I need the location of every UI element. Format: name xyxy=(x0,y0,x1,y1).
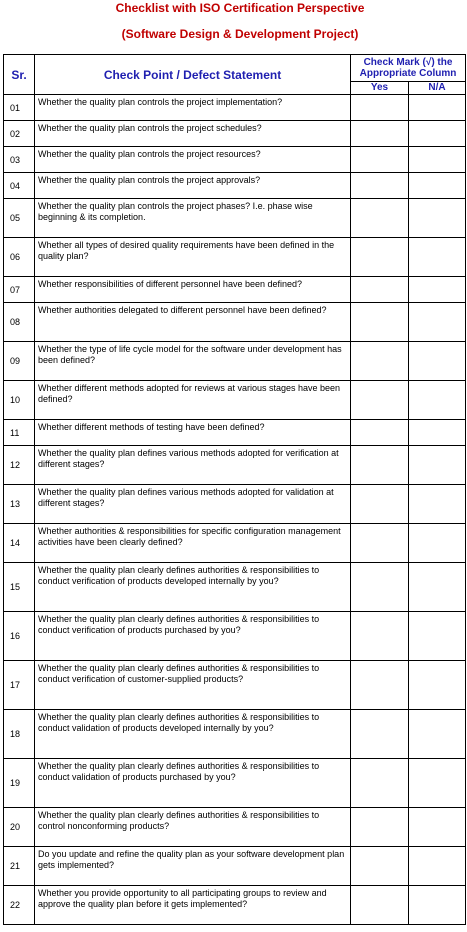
na-column-header: N/A xyxy=(409,82,466,95)
table-row xyxy=(4,173,466,199)
na-check-cell[interactable] xyxy=(409,563,466,612)
table-row xyxy=(4,847,466,886)
yes-check-cell[interactable] xyxy=(351,199,409,238)
row-number: 21 xyxy=(4,847,35,886)
na-check-cell[interactable] xyxy=(409,710,466,759)
statement-column-header: Check Point / Defect Statement xyxy=(35,55,351,95)
table-row xyxy=(4,759,466,808)
table-row xyxy=(4,563,466,612)
document-title: Checklist with ISO Certification Perspective xyxy=(115,1,365,15)
check-point-statement: Whether the quality plan controls the project resources? xyxy=(35,147,351,173)
row-number: 11 xyxy=(4,420,35,446)
yes-check-cell[interactable] xyxy=(351,759,409,808)
row-number: 12 xyxy=(4,446,35,485)
yes-check-cell[interactable] xyxy=(351,95,409,121)
table-row xyxy=(4,381,466,420)
sr-column-header: Sr. xyxy=(4,55,35,95)
yes-check-cell[interactable] xyxy=(351,847,409,886)
table-row xyxy=(4,485,466,524)
row-number: 02 xyxy=(4,121,35,147)
table-row xyxy=(4,303,466,342)
yes-check-cell[interactable] xyxy=(351,710,409,759)
check-point-statement: Whether the quality plan clearly defines authorities & responsibilities to conduct verification of customer-supplied products? xyxy=(35,661,351,710)
yes-check-cell[interactable] xyxy=(351,485,409,524)
na-check-cell[interactable] xyxy=(409,612,466,661)
row-number: 20 xyxy=(4,808,35,847)
yes-check-cell[interactable] xyxy=(351,886,409,925)
yes-check-cell[interactable] xyxy=(351,147,409,173)
na-check-cell[interactable] xyxy=(409,238,466,277)
row-number: 03 xyxy=(4,147,35,173)
yes-check-cell[interactable] xyxy=(351,381,409,420)
row-number: 09 xyxy=(4,342,35,381)
table-row xyxy=(4,886,466,925)
check-point-statement: Whether authorities delegated to different personnel have been defined? xyxy=(35,303,351,342)
yes-check-cell[interactable] xyxy=(351,612,409,661)
table-row xyxy=(4,420,466,446)
na-check-cell[interactable] xyxy=(409,446,466,485)
check-point-statement: Whether the quality plan clearly defines authorities & responsibilities to conduct verification of products purchased by you? xyxy=(35,612,351,661)
check-point-statement: Whether the quality plan clearly defines authorities & responsibilities to conduct validation of products developed internally by you? xyxy=(35,710,351,759)
yes-check-cell[interactable] xyxy=(351,563,409,612)
check-point-statement: Whether all types of desired quality requirements have been defined in the quality plan? xyxy=(35,238,351,277)
na-check-cell[interactable] xyxy=(409,277,466,303)
yes-check-cell[interactable] xyxy=(351,121,409,147)
check-point-statement: Whether different methods adopted for reviews at various stages have been defined? xyxy=(35,381,351,420)
na-check-cell[interactable] xyxy=(409,303,466,342)
row-number: 19 xyxy=(4,759,35,808)
yes-column-header: Yes xyxy=(351,82,409,95)
table-row xyxy=(4,612,466,661)
yes-check-cell[interactable] xyxy=(351,342,409,381)
table-row xyxy=(4,446,466,485)
na-check-cell[interactable] xyxy=(409,485,466,524)
row-number: 14 xyxy=(4,524,35,563)
na-check-cell[interactable] xyxy=(409,173,466,199)
row-number: 01 xyxy=(4,95,35,121)
na-check-cell[interactable] xyxy=(409,808,466,847)
row-number: 15 xyxy=(4,563,35,612)
row-number: 22 xyxy=(4,886,35,925)
na-check-cell[interactable] xyxy=(409,759,466,808)
table-row xyxy=(4,710,466,759)
check-point-statement: Whether the quality plan clearly defines authorities & responsibilities to conduct validation of products purchased by you? xyxy=(35,759,351,808)
yes-check-cell[interactable] xyxy=(351,420,409,446)
check-mark-column-header: Check Mark (√) the Appropriate Column xyxy=(351,55,466,82)
row-number: 18 xyxy=(4,710,35,759)
row-number: 06 xyxy=(4,238,35,277)
check-point-statement: Whether responsibilities of different personnel have been defined? xyxy=(35,277,351,303)
table-row xyxy=(4,808,466,847)
check-point-statement: Whether the quality plan controls the project approvals? xyxy=(35,173,351,199)
na-check-cell[interactable] xyxy=(409,342,466,381)
table-row xyxy=(4,238,466,277)
check-point-statement: Whether the quality plan controls the project phases? I.e. phase wise beginning & its completion. xyxy=(35,199,351,238)
na-check-cell[interactable] xyxy=(409,381,466,420)
yes-check-cell[interactable] xyxy=(351,524,409,563)
na-check-cell[interactable] xyxy=(409,121,466,147)
na-check-cell[interactable] xyxy=(409,524,466,563)
row-number: 07 xyxy=(4,277,35,303)
yes-check-cell[interactable] xyxy=(351,446,409,485)
check-point-statement: Whether the quality plan defines various methods adopted for validation at different stages? xyxy=(35,485,351,524)
yes-check-cell[interactable] xyxy=(351,238,409,277)
check-point-statement: Whether different methods of testing have been defined? xyxy=(35,420,351,446)
table-row xyxy=(4,524,466,563)
check-point-statement: Whether the quality plan clearly defines authorities & responsibilities to control nonconforming products? xyxy=(35,808,351,847)
table-row xyxy=(4,277,466,303)
row-number: 17 xyxy=(4,661,35,710)
yes-check-cell[interactable] xyxy=(351,277,409,303)
na-check-cell[interactable] xyxy=(409,147,466,173)
checklist-table xyxy=(3,54,466,925)
na-check-cell[interactable] xyxy=(409,886,466,925)
yes-check-cell[interactable] xyxy=(351,661,409,710)
row-number: 13 xyxy=(4,485,35,524)
table-row xyxy=(4,342,466,381)
check-point-statement: Do you update and refine the quality plan as your software development plan gets implemented? xyxy=(35,847,351,886)
table-row xyxy=(4,121,466,147)
check-point-statement: Whether you provide opportunity to all participating groups to review and approve the quality plan before it gets implemented? xyxy=(35,886,351,925)
table-row xyxy=(4,95,466,121)
check-point-statement: Whether the quality plan controls the project schedules? xyxy=(35,121,351,147)
yes-check-cell[interactable] xyxy=(351,303,409,342)
yes-check-cell[interactable] xyxy=(351,808,409,847)
table-row xyxy=(4,661,466,710)
check-point-statement: Whether authorities & responsibilities for specific configuration management activities have been clearly defined? xyxy=(35,524,351,563)
check-point-statement: Whether the quality plan controls the project implementation? xyxy=(35,95,351,121)
row-number: 10 xyxy=(4,381,35,420)
table-row xyxy=(4,199,466,238)
na-check-cell[interactable] xyxy=(409,95,466,121)
row-number: 16 xyxy=(4,612,35,661)
na-check-cell[interactable] xyxy=(409,847,466,886)
row-number: 04 xyxy=(4,173,35,199)
check-point-statement: Whether the quality plan defines various methods adopted for verification at different stages? xyxy=(35,446,351,485)
table-row xyxy=(4,147,466,173)
na-check-cell[interactable] xyxy=(409,199,466,238)
check-point-statement: Whether the type of life cycle model for the software under development has been defined? xyxy=(35,342,351,381)
row-number: 05 xyxy=(4,199,35,238)
check-point-statement: Whether the quality plan clearly defines authorities & responsibilities to conduct verification of products developed internally by you? xyxy=(35,563,351,612)
yes-check-cell[interactable] xyxy=(351,173,409,199)
document-subtitle: (Software Design & Development Project) xyxy=(121,27,359,41)
na-check-cell[interactable] xyxy=(409,661,466,710)
na-check-cell[interactable] xyxy=(409,420,466,446)
row-number: 08 xyxy=(4,303,35,342)
